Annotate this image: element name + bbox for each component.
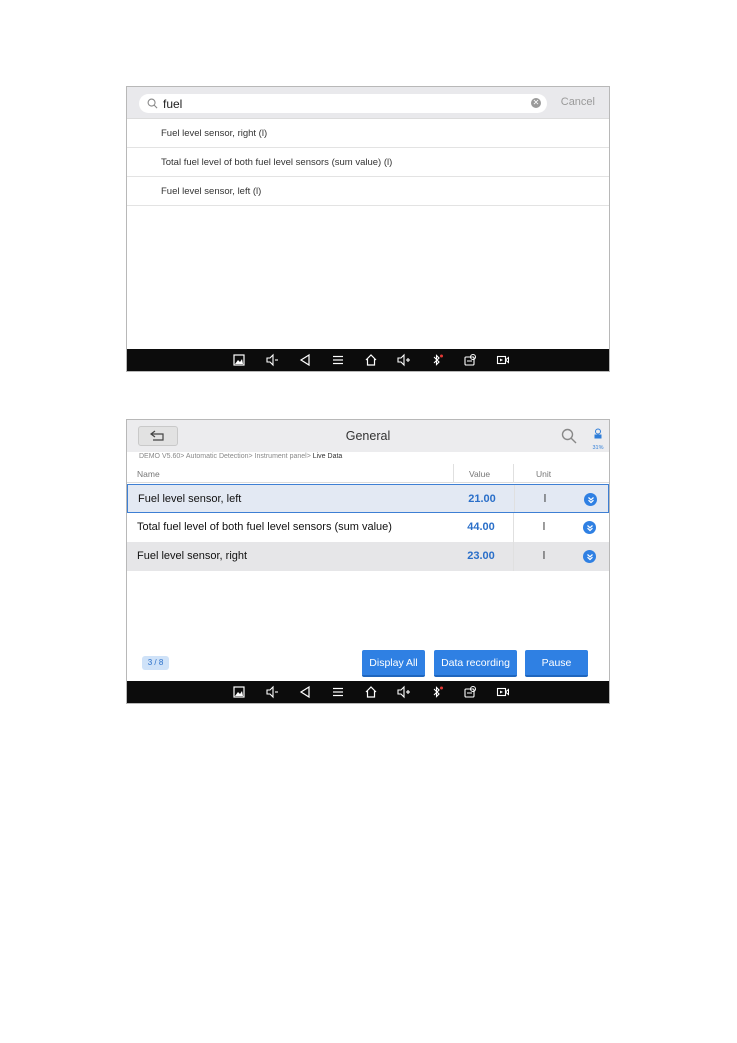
battery-status — [590, 426, 606, 451]
volume-down-icon[interactable] — [261, 349, 282, 371]
column-divider — [513, 542, 514, 571]
back-arrow-icon — [148, 430, 168, 442]
screen-record-icon[interactable] — [492, 681, 513, 703]
row-unit: l — [542, 550, 546, 562]
back-icon[interactable] — [294, 349, 315, 371]
system-navbar — [127, 349, 609, 371]
menu-icon[interactable] — [327, 349, 348, 371]
clear-icon[interactable]: ✕ — [532, 98, 540, 107]
search-result-item[interactable]: Fuel level sensor, left (l) — [127, 177, 609, 206]
search-icon — [147, 98, 158, 109]
row-value: 23.00 — [467, 550, 495, 562]
volume-up-icon[interactable] — [393, 349, 414, 371]
back-button[interactable] — [138, 426, 178, 446]
search-icon[interactable] — [561, 428, 577, 444]
data-recording-button[interactable]: Data recording — [434, 650, 517, 677]
page-indicator: 3 / 8 — [142, 656, 169, 670]
expand-icon[interactable] — [584, 493, 597, 506]
live-data-screen — [126, 419, 610, 704]
search-box[interactable] — [139, 94, 547, 113]
vci-icon[interactable] — [459, 681, 480, 703]
row-name: Total fuel level of both fuel level sensors (sum value) — [137, 521, 392, 533]
row-unit: l — [543, 493, 547, 505]
breadcrumb-current: Live Data — [312, 453, 343, 460]
column-header-value: Value — [469, 469, 491, 479]
expand-icon[interactable] — [583, 521, 596, 534]
volume-down-icon[interactable] — [261, 681, 282, 703]
column-divider — [514, 485, 515, 512]
row-name: Fuel level sensor, right — [137, 550, 248, 562]
expand-icon[interactable] — [583, 550, 596, 563]
column-divider — [513, 464, 514, 483]
row-value: 21.00 — [468, 493, 496, 505]
breadcrumb-path: DEMO V5.60> Automatic Detection> Instrument panel> — [139, 453, 313, 460]
home-icon[interactable] — [360, 349, 381, 371]
row-unit: l — [542, 521, 546, 533]
cancel-button[interactable]: Cancel — [560, 96, 595, 108]
system-navbar — [127, 681, 609, 703]
page-title: General — [345, 429, 391, 443]
table-row[interactable] — [127, 542, 609, 571]
vci-connection-icon — [593, 428, 603, 439]
search-result-list — [127, 119, 609, 206]
gallery-icon[interactable] — [228, 349, 249, 371]
title-bar — [127, 420, 609, 452]
search-result-item[interactable]: Total fuel level of both fuel level sensors (sum value) (l) — [127, 148, 609, 177]
display-all-button[interactable]: Display All — [362, 650, 425, 677]
column-divider — [453, 464, 454, 483]
bluetooth-icon[interactable] — [426, 349, 447, 371]
search-bar — [127, 87, 609, 119]
vci-icon[interactable] — [459, 349, 480, 371]
column-header-unit: Unit — [536, 469, 552, 479]
search-screen — [126, 86, 610, 372]
battery-percent: 31% — [592, 445, 604, 451]
search-input[interactable] — [163, 94, 523, 113]
column-divider — [513, 513, 514, 542]
pause-button[interactable]: Pause — [525, 650, 588, 677]
table-row[interactable] — [127, 484, 609, 513]
search-result-item[interactable]: Fuel level sensor, right (l) — [127, 119, 609, 148]
bluetooth-icon[interactable] — [426, 681, 447, 703]
gallery-icon[interactable] — [228, 681, 249, 703]
table-row[interactable] — [127, 513, 609, 542]
home-icon[interactable] — [360, 681, 381, 703]
screen-record-icon[interactable] — [492, 349, 513, 371]
row-name: Fuel level sensor, left — [138, 493, 242, 505]
menu-icon[interactable] — [327, 681, 348, 703]
volume-up-icon[interactable] — [393, 681, 414, 703]
row-value: 44.00 — [467, 521, 495, 533]
live-data-table — [127, 484, 609, 571]
table-header — [127, 464, 609, 483]
back-icon[interactable] — [294, 681, 315, 703]
column-header-name: Name — [137, 469, 160, 479]
breadcrumb — [139, 453, 342, 460]
